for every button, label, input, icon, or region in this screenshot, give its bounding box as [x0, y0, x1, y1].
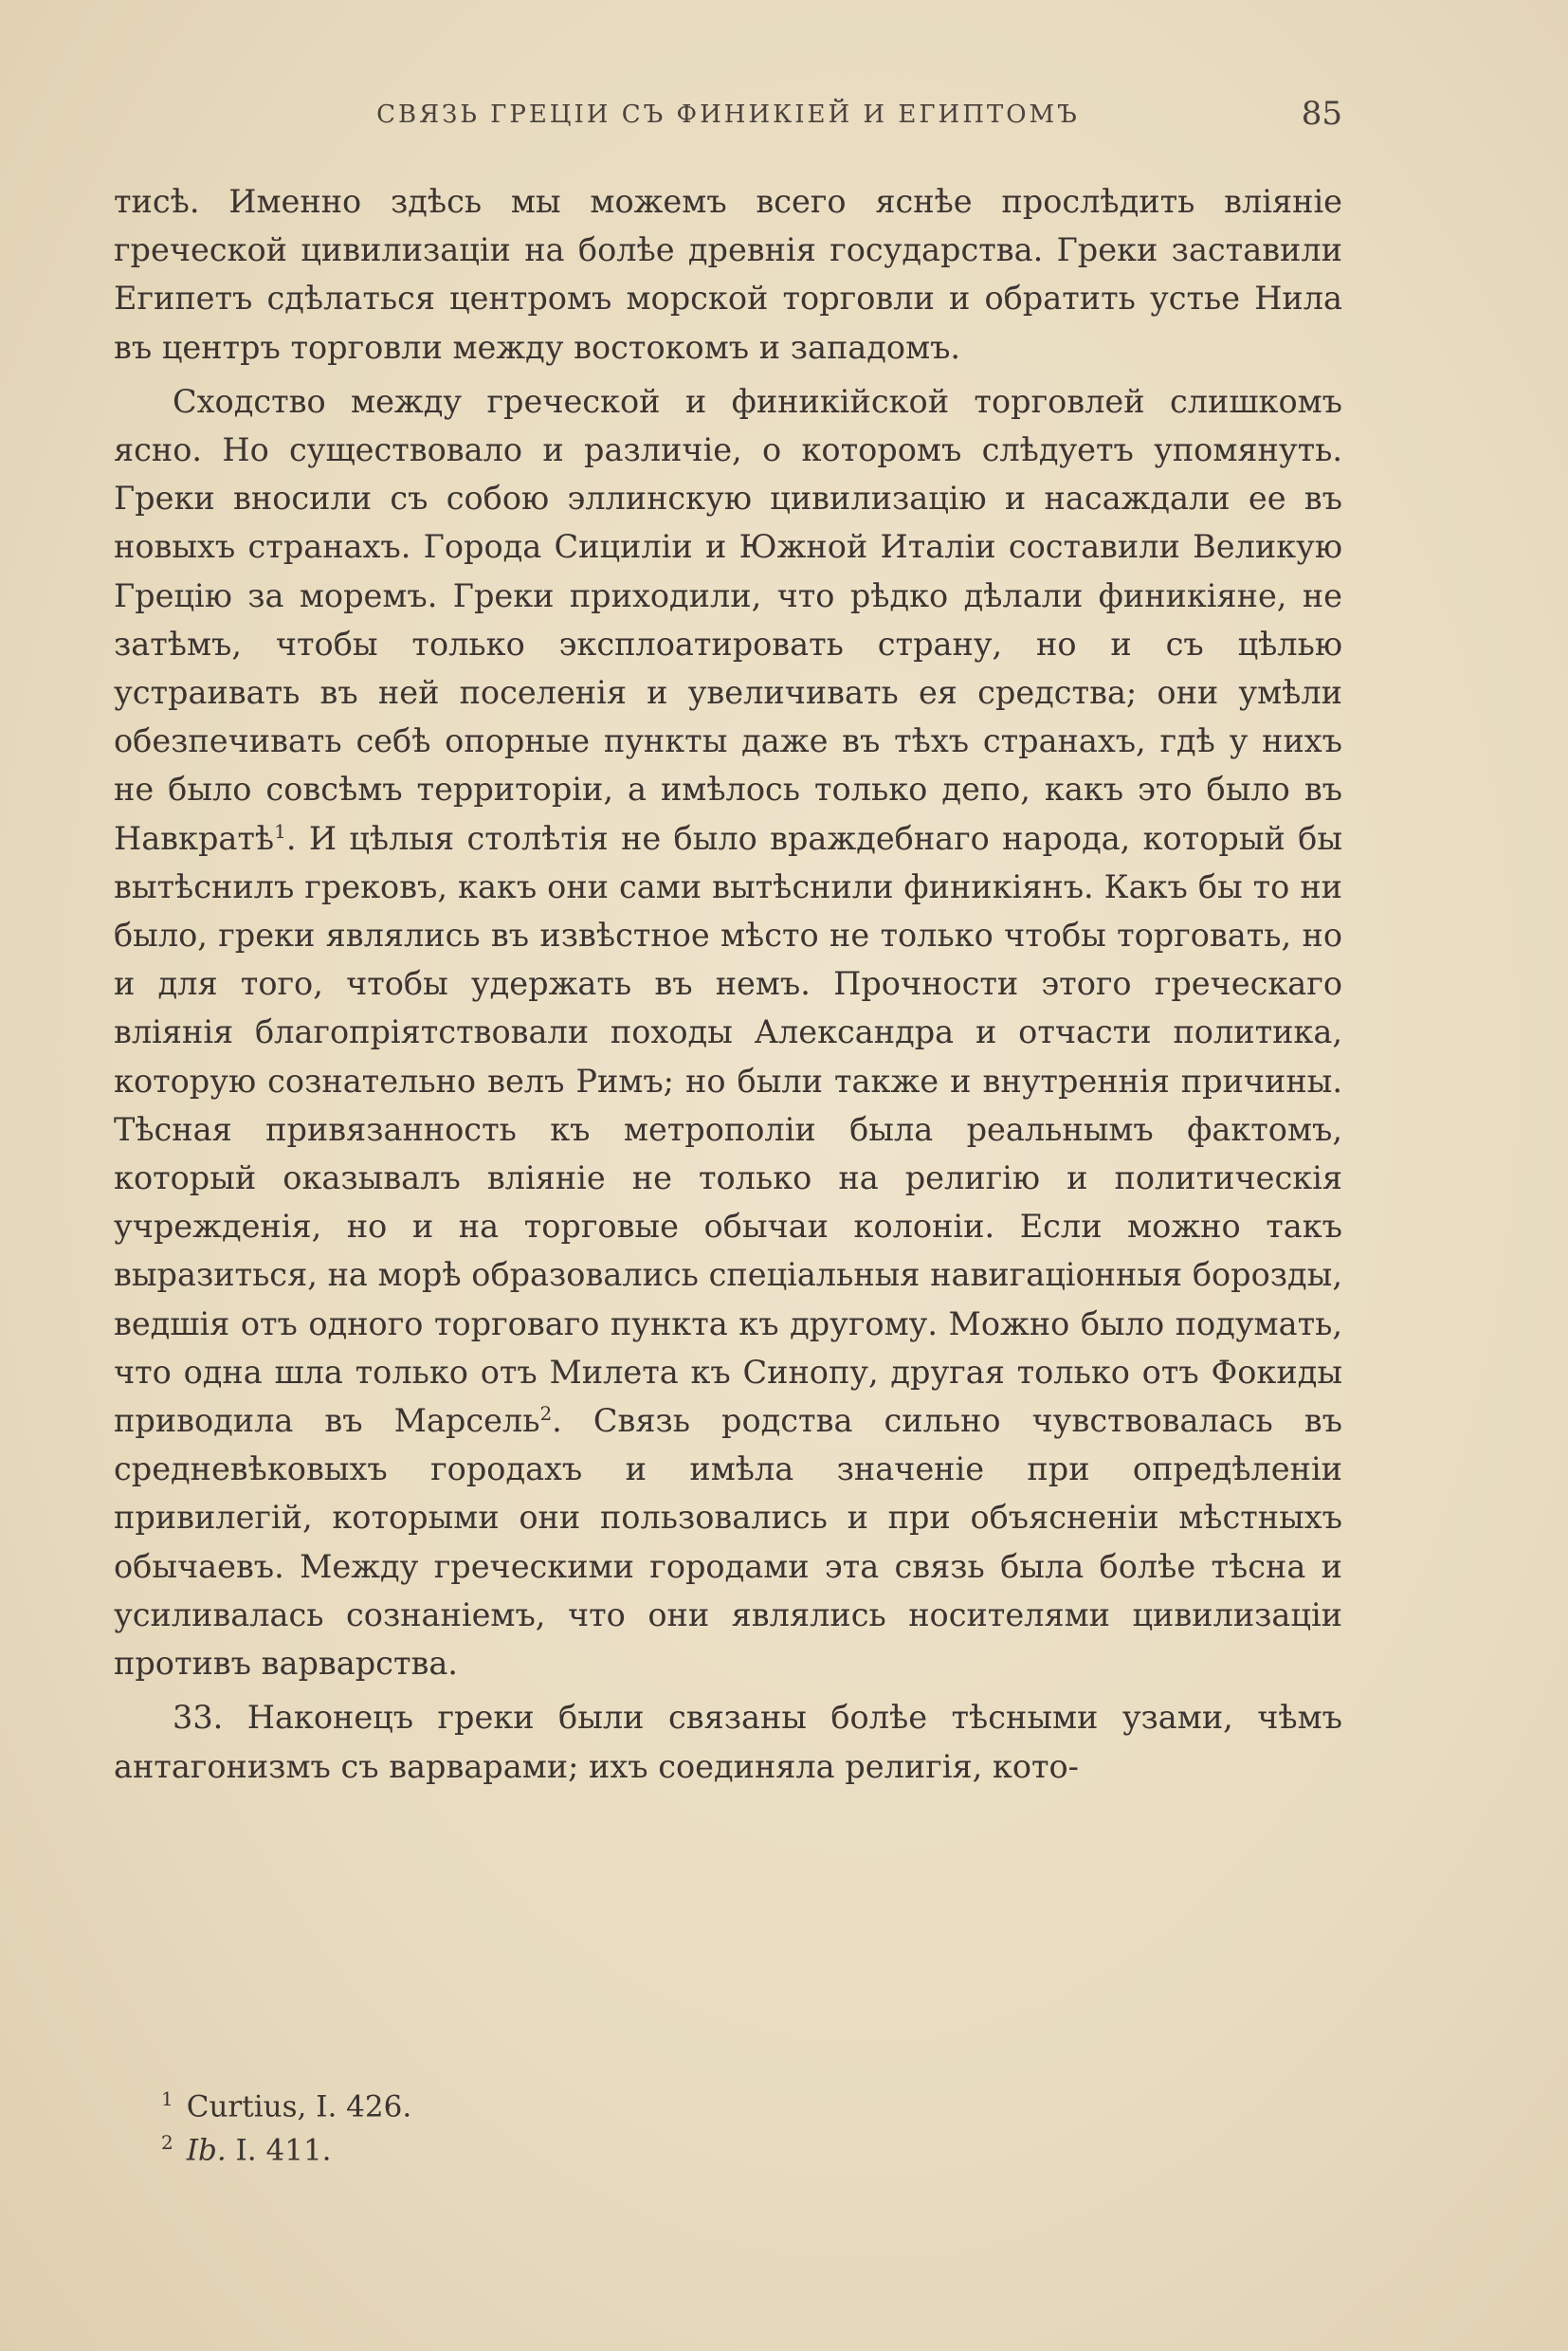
footnote-2-ibid: Ib.: [186, 2133, 227, 2168]
paragraph-2-text-a: Сходство между греческой и финикійской торговлей слишкомъ ясно. Но существовало и различіе, о которомъ слѣдуетъ упомянуть. Греки вносили съ собою эллинскую цивилизацію и насаждали ее въ новыхъ странахъ. Города Сициліи и Южной Италіи составили Великую Грецію за моремъ. Греки приходили, что рѣдко дѣлали финикіяне, не затѣмъ, чтобы только эксплоатировать страну, но и съ цѣлью устраивать въ ней поселенія и увеличивать ея средства; они умѣли обезпечивать себѣ опорные пункты даже въ тѣхъ странахъ, гдѣ у нихъ не было совсѣмъ территоріи, а имѣлось только депо, какъ это было въ Навкратѣ: [114, 382, 1342, 857]
page-number: 85: [1301, 95, 1342, 133]
footnote-1: [161, 2081, 1109, 2124]
footnote-ref-2: 2: [539, 1401, 553, 1425]
footnotes: [161, 2081, 1109, 2169]
paragraph-2-text-c: . Связь родства сильно чувствовалась въ средневѣковыхъ городахъ и имѣла значеніе при опредѣленіи привилегій, которыми они пользовались и при объясненіи мѣстныхъ обычаевъ. Между греческими городами эта связь была болѣе тѣсна и усиливалась сознаніемъ, что они являлись носителями цивилизаціи противъ варварства.: [114, 1402, 1342, 1683]
footnote-1-text: Curtius, I. 426.: [186, 2089, 412, 2124]
footnote-ref-1: 1: [274, 819, 286, 843]
paragraph-3-text: 33. Наконецъ греки были связаны болѣе тѣсными узами, чѣмъ антагонизмъ съ варварами; ихъ соединяла религія, кото-: [114, 1699, 1342, 1785]
body-text: [114, 177, 1342, 1796]
paragraph-2: [114, 377, 1342, 1687]
running-title: СВЯЗЬ ГРЕЦІИ СЪ ФИНИКІЕЙ И ЕГИПТОМЪ: [376, 100, 1080, 129]
footnote-2-mark: 2: [161, 2131, 173, 2155]
footnote-2: [161, 2124, 1109, 2168]
paragraph-2-text-b: . И цѣлыя столѣтія не было враждебнаго народа, который бы вытѣснилъ грековъ, какъ они сами вытѣснили финикіянъ. Какъ бы то ни было, греки являлись въ извѣстное мѣсто не только чтобы торговать, но и для того, чтобы удержать въ немъ. Прочности этого греческаго вліянія благопріятствовали походы Александра и отчасти политика, которую сознательно велъ Римъ; но были также и внутреннія причины. Тѣсная привязанность къ метрополіи была реальнымъ фактомъ, который оказывалъ вліяніе не только на религію и политическія учрежденія, но и на торговые обычаи колоніи. Если можно такъ выразиться, на морѣ образовались спеціальныя навигаціонныя борозды, ведшія отъ одного торговаго пункта къ другому. Можно было подумать, что одна шла только отъ Милета къ Синопу, другая только отъ Фокиды приводила въ Марсель: [114, 819, 1342, 1440]
paragraph-1: [114, 177, 1342, 372]
paragraph-3: [114, 1693, 1342, 1790]
page-header: [114, 95, 1342, 142]
footnote-1-mark: 1: [161, 2087, 173, 2110]
paragraph-1-text: тисѣ. Именно здѣсь мы можемъ всего яснѣе прослѣдить вліяніе греческой цивилизаціи на болѣе древнія государства. Греки заставили Египетъ сдѣлаться центромъ морской торговли и обратить устье Нила въ центръ торговли между востокомъ и западомъ.: [114, 183, 1342, 366]
footnote-2-text: I. 411.: [226, 2133, 332, 2168]
